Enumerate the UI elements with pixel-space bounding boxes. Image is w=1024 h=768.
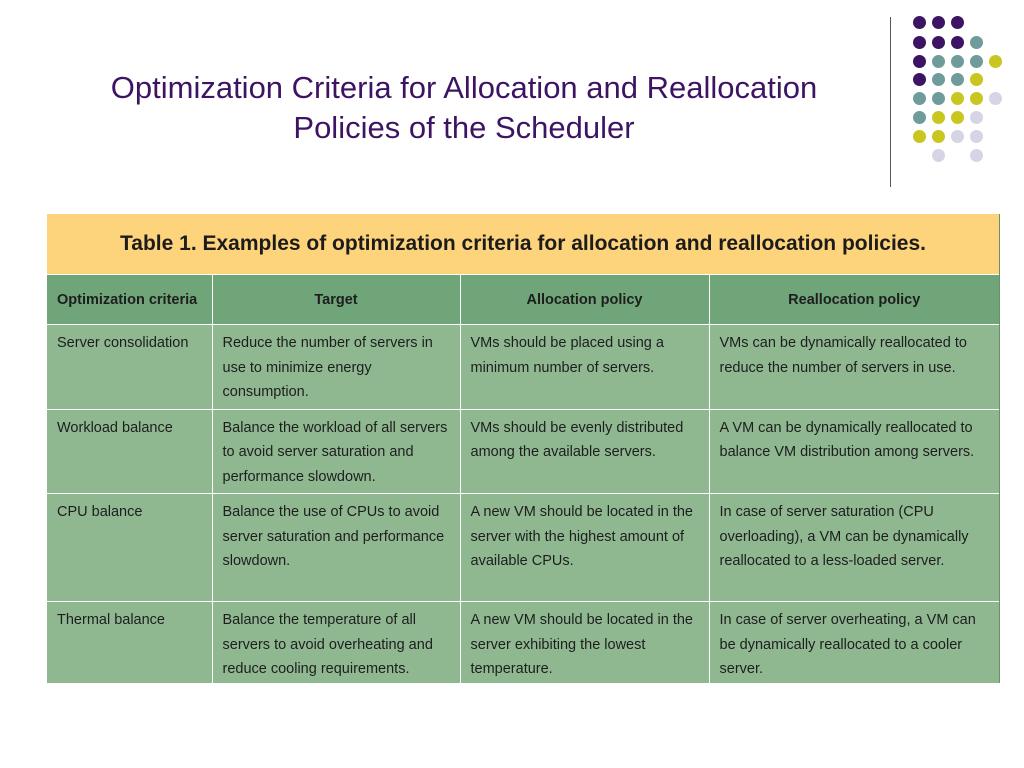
decorative-dot xyxy=(913,16,926,29)
decorative-dot xyxy=(932,16,945,29)
decorative-dot xyxy=(932,55,945,68)
criteria-table xyxy=(47,214,999,683)
table-row xyxy=(47,409,999,494)
slide-title xyxy=(40,68,888,148)
decorative-dot xyxy=(932,92,945,105)
decorative-dot xyxy=(932,130,945,143)
decorative-dot xyxy=(951,36,964,49)
cell-reallocation: In case of server saturation (CPU overloading), a VM can be dynamically reallocated to a less-loaded server. xyxy=(709,494,999,602)
cell-reallocation: A VM can be dynamically reallocated to balance VM distribution among servers. xyxy=(709,409,999,494)
header-reallocation-policy: Reallocation policy xyxy=(709,275,999,325)
decorative-dot xyxy=(932,73,945,86)
cell-target: Balance the use of CPUs to avoid server saturation and performance slowdown. xyxy=(212,494,460,602)
decorative-dot xyxy=(913,130,926,143)
decorative-dot xyxy=(970,73,983,86)
decorative-divider xyxy=(890,17,891,187)
decorative-dot xyxy=(989,92,1002,105)
cell-criteria: Server consolidation xyxy=(47,325,212,410)
table-row xyxy=(47,325,999,410)
decorative-dot xyxy=(970,92,983,105)
slide-title-line-2: Policies of the Scheduler xyxy=(293,110,635,145)
decorative-dot xyxy=(913,111,926,124)
decorative-dot xyxy=(970,130,983,143)
cell-reallocation: In case of server overheating, a VM can be dynamically reallocated to a cooler server. xyxy=(709,602,999,684)
cell-target: Balance the workload of all servers to avoid server saturation and performance slowdown. xyxy=(212,409,460,494)
decorative-dot xyxy=(913,36,926,49)
decorative-dot xyxy=(932,36,945,49)
decorative-dot xyxy=(989,55,1002,68)
decorative-dot xyxy=(951,55,964,68)
decorative-dot xyxy=(951,73,964,86)
decorative-dot xyxy=(951,92,964,105)
decorative-dot xyxy=(970,36,983,49)
decorative-dot xyxy=(913,73,926,86)
cell-allocation: A new VM should be located in the server with the highest amount of available CPUs. xyxy=(460,494,709,602)
cell-criteria: Thermal balance xyxy=(47,602,212,684)
decorative-dot xyxy=(932,149,945,162)
decorative-dot xyxy=(913,92,926,105)
table-caption: Table 1. Examples of optimization criteria for allocation and reallocation policies. xyxy=(47,214,999,275)
decorative-dot xyxy=(951,16,964,29)
cell-criteria: CPU balance xyxy=(47,494,212,602)
header-target: Target xyxy=(212,275,460,325)
header-allocation-policy: Allocation policy xyxy=(460,275,709,325)
cell-criteria: Workload balance xyxy=(47,409,212,494)
cell-allocation: VMs should be evenly distributed among the available servers. xyxy=(460,409,709,494)
table-row xyxy=(47,602,999,684)
header-optimization-criteria: Optimization criteria xyxy=(47,275,212,325)
decorative-dot xyxy=(970,111,983,124)
cell-allocation: VMs should be placed using a minimum number of servers. xyxy=(460,325,709,410)
criteria-table-image xyxy=(47,214,1000,683)
decorative-dot xyxy=(951,111,964,124)
decorative-dot xyxy=(970,55,983,68)
cell-reallocation: VMs can be dynamically reallocated to reduce the number of servers in use. xyxy=(709,325,999,410)
cell-target: Reduce the number of servers in use to minimize energy consumption. xyxy=(212,325,460,410)
decorative-dot xyxy=(913,55,926,68)
decorative-dot xyxy=(932,111,945,124)
cell-allocation: A new VM should be located in the server exhibiting the lowest temperature. xyxy=(460,602,709,684)
decorative-dot xyxy=(970,149,983,162)
slide-title-line-1: Optimization Criteria for Allocation and Reallocation xyxy=(110,70,818,105)
decorative-dot xyxy=(951,130,964,143)
cell-target: Balance the temperature of all servers to avoid overheating and reduce cooling requirements. xyxy=(212,602,460,684)
table-row xyxy=(47,494,999,602)
